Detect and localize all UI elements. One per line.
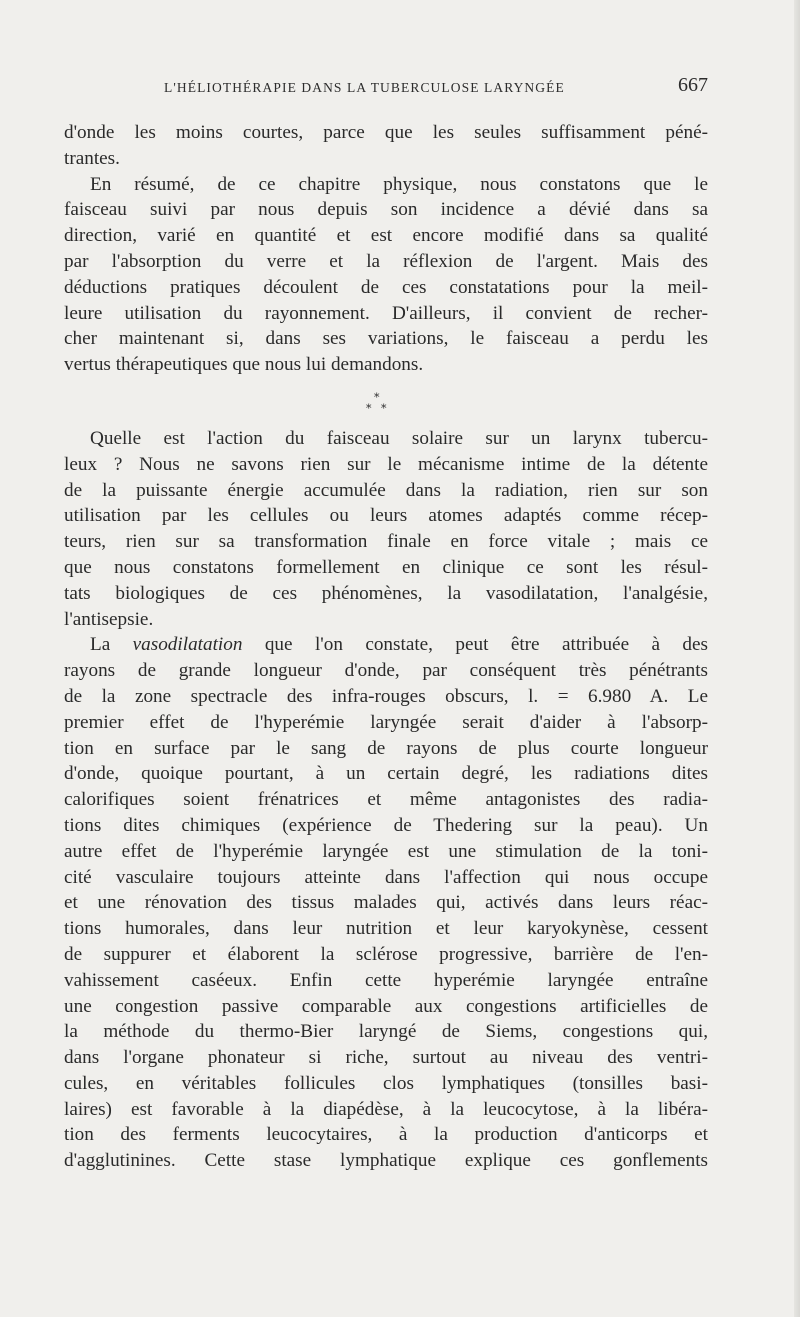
text-line: En résumé, de ce chapitre physique, nous constatons que le	[90, 173, 708, 195]
text-line	[64, 632, 708, 658]
text-line: par l'absorption du verre et la réflexion de l'argent. Mais des	[64, 250, 708, 272]
text-line: leure utilisation du rayonnement. D'ailleurs, il convient de recher-	[64, 302, 708, 324]
text-line: de la puissante énergie accumulée dans la radiation, rien sur son	[64, 479, 708, 501]
text-line: cher maintenant si, dans ses variations, le faisceau a perdu les	[64, 328, 708, 350]
asterism-star-bottom: * *	[366, 401, 390, 415]
text-line: direction, varié en quantité et est encore modifié dans sa qualité	[64, 225, 708, 247]
page-edge-shadow	[794, 0, 800, 1317]
text-fragment: La	[90, 634, 133, 656]
text-line: déductions pratiques découlent de ces constatations pour la meil-	[64, 276, 708, 298]
text-line: utilisation par les cellules ou leurs atomes adaptés comme récep-	[64, 505, 708, 527]
text-line: tions dites chimiques (expérience de Thedering sur la peau). Un	[64, 814, 708, 836]
text-line: tats biologiques de ces phénomènes, la vasodilatation, l'analgésie,	[64, 582, 708, 604]
text-line: calorifiques soient frénatrices et même antagonistes des radia-	[64, 789, 708, 811]
page-header	[68, 74, 708, 104]
text-line: cité vasculaire toujours atteinte dans l'affection qui nous occupe	[64, 866, 708, 888]
text-line: faisceau suivi par nous depuis son incidence a dévié dans sa	[64, 199, 708, 221]
text-line: la méthode du thermo-Bier laryngé de Siems, congestions qui,	[64, 1021, 708, 1043]
text-line: autre effet de l'hyperémie laryngée est une stimulation de la toni-	[64, 840, 708, 862]
running-title: L'HÉLIOTHÉRAPIE DANS LA TUBERCULOSE LARYNGÉE	[164, 80, 565, 95]
italic-term: vasodilatation	[132, 634, 243, 656]
text-line: et une rénovation des tissus malades qui, activés dans leurs réac-	[64, 892, 708, 914]
text-line: que nous constatons formellement en clinique ce sont les résul-	[64, 556, 708, 578]
text-line: cules, en véritables follicules clos lymphatiques (tonsilles basi-	[64, 1072, 708, 1094]
text-line: vertus thérapeutiques que nous lui demandons.	[64, 354, 424, 376]
page-number: 667	[678, 74, 708, 96]
text-line: laires) est favorable à la diapédèse, à la leucocytose, à la libéra-	[64, 1098, 708, 1120]
text-line: de suppurer et élaborent la sclérose progressive, barrière de l'en-	[64, 943, 708, 965]
text-line: tion en surface par le sang de rayons de plus courte longueur	[64, 737, 708, 759]
asterism-separator	[64, 378, 708, 426]
text-line: d'onde, quoique pourtant, à un certain degré, les radiations dites	[64, 763, 708, 785]
text-line: d'onde les moins courtes, parce que les seules suffisamment péné-	[64, 122, 708, 143]
text-line: premier effet de l'hyperémie laryngée serait d'aider à l'absorp-	[64, 711, 708, 733]
text-line: vahissement caséeux. Enfin cette hyperémie laryngée entraîne	[64, 969, 708, 991]
asterism-star-top: *	[374, 390, 380, 404]
text-line: d'agglutinines. Cette stase lymphatique explique ces gonflements	[64, 1150, 708, 1172]
text-line: rayons de grande longueur d'onde, par conséquent très pénétrants	[64, 660, 708, 682]
text-line: teurs, rien sur sa transformation finale en force vitale ; mais ce	[64, 531, 708, 553]
text-fragment: que l'on constate, peut être attribuée à des	[242, 634, 708, 656]
text-line: Quelle est l'action du faisceau solaire sur un larynx tubercu-	[90, 427, 708, 449]
text-line: tions humorales, dans leur nutrition et leur karyokynèse, cessent	[64, 918, 708, 940]
text-line: dans l'organe phonateur si riche, surtout au niveau des ventri-	[64, 1047, 708, 1069]
text-line: trantes.	[64, 147, 120, 169]
text-line: de la zone spectracle des infra-rouges obscurs, l. = 6.980 A. Le	[64, 685, 708, 707]
text-line: une congestion passive comparable aux congestions artificielles de	[64, 995, 708, 1017]
text-line: l'antisepsie.	[64, 608, 154, 630]
body-text	[64, 120, 708, 1174]
text-line: tion des ferments leucocytaires, à la production d'anticorps et	[64, 1124, 708, 1146]
text-line: leux ? Nous ne savons rien sur le mécanisme intime de la détente	[64, 453, 708, 475]
